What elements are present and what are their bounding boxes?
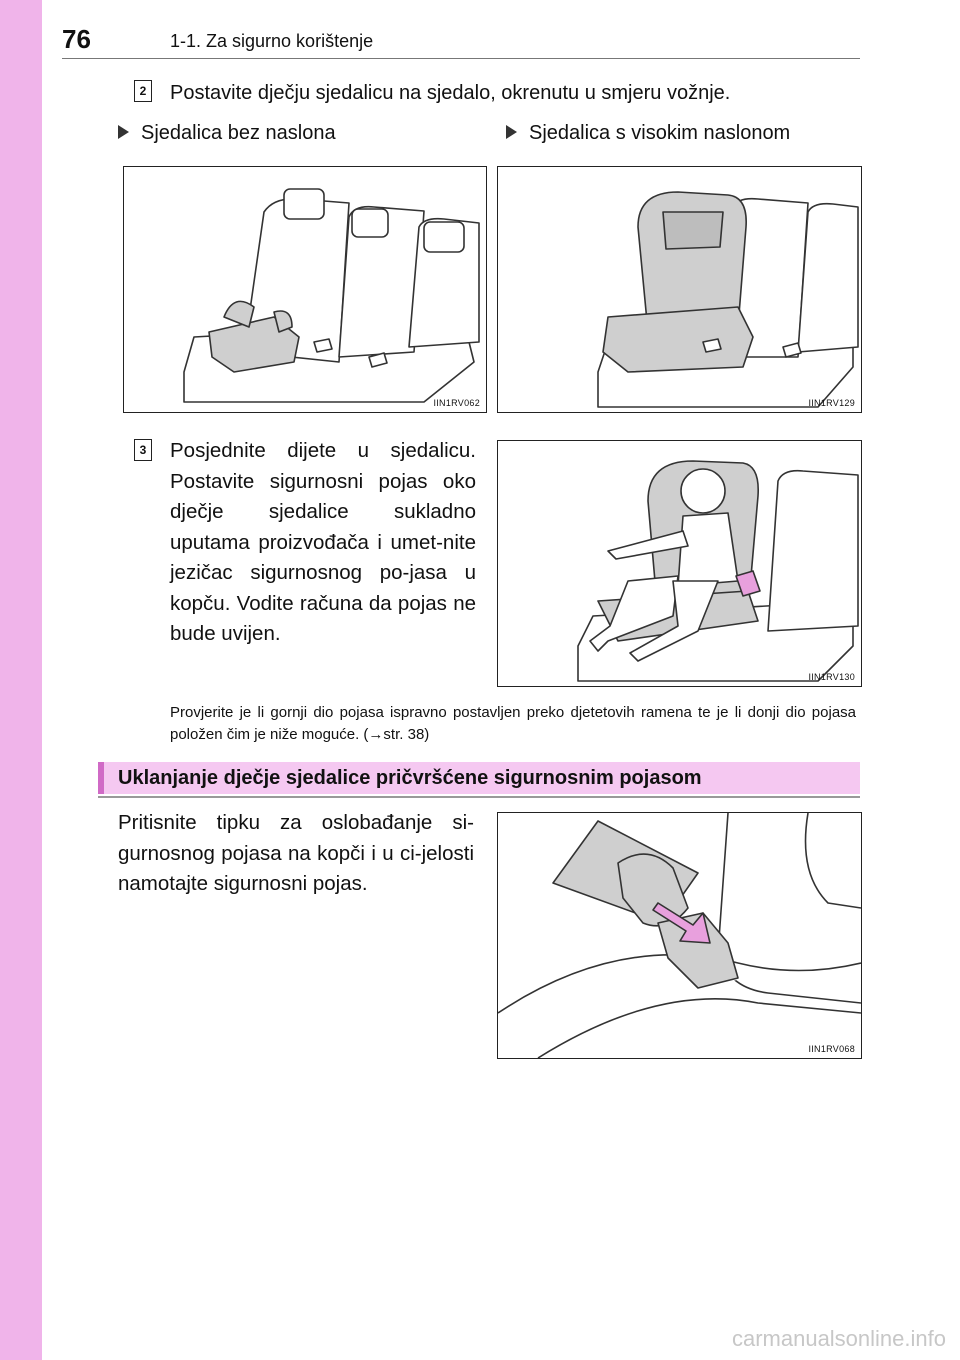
child-buckled-illustration: [498, 441, 861, 686]
step-2-badge: 2: [134, 80, 152, 102]
figure-belt-release: [497, 812, 862, 1059]
rear-seat-booster-illustration: [124, 167, 486, 412]
rear-seat-highback-illustration: [498, 167, 861, 412]
chapter-side-tab: [0, 0, 42, 1360]
option-high-backrest-label: Sjedalica s visokim naslonom: [529, 122, 791, 144]
watermark-text: carmanualsonline.info: [731, 1326, 946, 1351]
step-3-badge: 3: [134, 439, 152, 461]
removal-section-heading: Uklanjanje dječje sjedalice pričvršćene sigurnosnim pojasom: [118, 767, 702, 789]
triangle-bullet-icon: [118, 125, 129, 139]
step-2-text: Postavite dječju sjedalicu na sjedalo, okrenutu u smjeru vožnje.: [170, 82, 731, 104]
section-rule: [98, 796, 860, 798]
header-rule: [62, 58, 860, 59]
section-title: 1-1. Za sigurno korištenje: [170, 31, 374, 51]
figure-id: IIN1RV062: [433, 398, 480, 408]
step-3-text: Posjednite dijete u sjedalicu. Postavite sigurnosni pojas oko dječje sjedalice sukladno uputama proizvođača i umet-nite jezičac sigurnosnog po-jasa u kopču. Vodite računa da pojas ne bude uvijen.: [170, 439, 476, 645]
option-no-backrest: [118, 122, 336, 145]
removal-text: Pritisnite tipku za oslobađanje si-gurnosnog pojasa na kopči i u ci-jelosti namotajte sigurnosni pojas.: [118, 811, 474, 895]
figure-booster-cushion: [123, 166, 487, 413]
page-number: 76: [62, 24, 91, 54]
option-high-backrest: [506, 122, 790, 145]
figure-high-back-booster: [497, 166, 862, 413]
figure-id: IIN1RV130: [808, 672, 855, 682]
figure-id: IIN1RV129: [808, 398, 855, 408]
removal-section-header: [98, 762, 860, 794]
belt-position-note: Provjerite je li gornji dio pojasa ispravno postavljen preko djetetovih ramena te je li donji dio pojasa položen čim je niže moguće. (→str. 38): [170, 704, 856, 743]
figure-id: IIN1RV068: [808, 1044, 855, 1054]
triangle-bullet-icon: [506, 125, 517, 139]
belt-buckle-release-illustration: [498, 813, 861, 1058]
option-no-backrest-label: Sjedalica bez naslona: [141, 122, 336, 144]
figure-child-in-seat: [497, 440, 862, 687]
